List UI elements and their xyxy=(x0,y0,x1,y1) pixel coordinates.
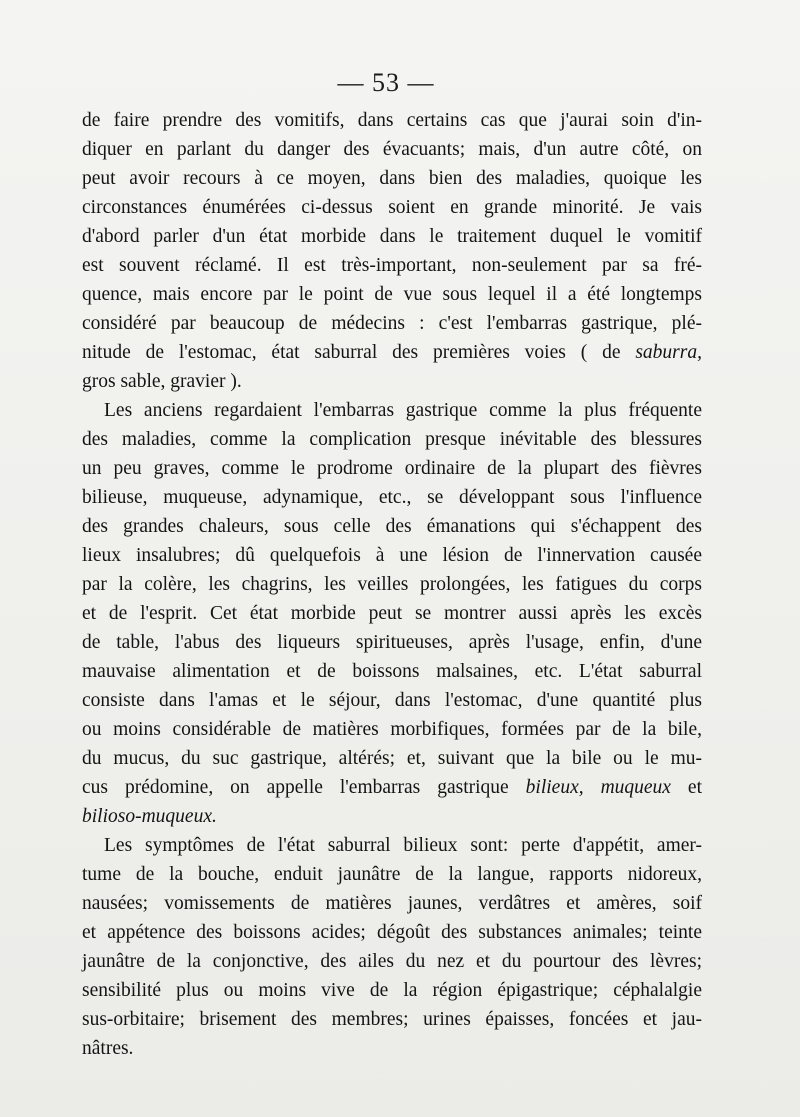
text-line: un peu graves, comme le prodrome ordinaire de la plupart des fièvres xyxy=(82,458,702,479)
text-line: lieux insalubres; dû quelquefois à une lésion de l'innervation causée xyxy=(82,545,702,566)
text-line: de faire prendre des vomitifs, dans certains cas que j'aurai soin d'in- xyxy=(82,110,702,131)
text-line: quence, mais encore par le point de vue sous lequel il a été longtemps xyxy=(82,284,702,305)
text-line: ou moins considérable de matières morbifiques, formées par de la bile, xyxy=(82,719,702,740)
text-line: d'abord parler d'un état morbide dans le traitement duquel le vomitif xyxy=(82,226,702,247)
text-line xyxy=(82,338,702,367)
text-line: Les symptômes de l'état saburral bilieux sont: perte d'appétit, amer- xyxy=(104,835,702,856)
text-line: nâtres. xyxy=(82,1038,134,1059)
italic-term: bilieux, muqueux xyxy=(525,777,671,798)
text-line: sus-orbitaire; brisement des membres; urines épaisses, foncées et jau- xyxy=(82,1009,702,1030)
text-line: considéré par beaucoup de médecins : c'est l'embarras gastrique, plé- xyxy=(82,313,702,334)
text-line: consiste dans l'amas et le séjour, dans l'estomac, d'une quantité plus xyxy=(82,690,702,711)
text-line xyxy=(82,802,702,831)
text-line: de table, l'abus des liqueurs spiritueuses, après l'usage, enfin, d'une xyxy=(82,632,702,653)
text-line xyxy=(82,773,702,802)
text-line: des maladies, comme la complication presque inévitable des blessures xyxy=(82,429,702,450)
text-line: diquer en parlant du danger des évacuants; mais, d'un autre côté, on xyxy=(82,139,702,160)
text-line: est souvent réclamé. Il est très-important, non-seulement par sa fré- xyxy=(82,255,702,276)
text-line: du mucus, du suc gastrique, altérés; et, suivant que la bile ou le mu- xyxy=(82,748,702,769)
text-segment: nitude de l'estomac, état saburral des premières voies ( de xyxy=(82,342,636,363)
text-line: gros sable, gravier ). xyxy=(82,371,242,392)
text-line: mauvaise alimentation et de boissons malsaines, etc. L'état saburral xyxy=(82,661,702,682)
text-line: bilieuse, muqueuse, adynamique, etc., se développant sous l'influence xyxy=(82,487,702,508)
text-line: tume de la bouche, enduit jaunâtre de la langue, rapports nidoreux, xyxy=(82,864,702,885)
text-line: et de l'esprit. Cet état morbide peut se montrer aussi après les excès xyxy=(82,603,702,624)
text-line: jaunâtre de la conjonctive, des ailes du nez et du pourtour des lèvres; xyxy=(82,951,702,972)
text-line: par la colère, les chagrins, les veilles prolongées, les fatigues du corps xyxy=(82,574,702,595)
text-line: sensibilité plus ou moins vive de la région épigastrique; céphalalgie xyxy=(82,980,702,1001)
body-text xyxy=(82,106,702,1063)
text-line: des grandes chaleurs, sous celle des émanations qui s'échappent des xyxy=(82,516,702,537)
text-line: et appétence des boissons acides; dégoût des substances animales; teinte xyxy=(82,922,702,943)
text-line: nausées; vomissements de matières jaunes, verdâtres et amères, soif xyxy=(82,893,702,914)
italic-term: bilioso-muqueux. xyxy=(82,806,217,827)
text-line: circonstances énumérées ci-dessus soient en grande minorité. Je vais xyxy=(82,197,702,218)
italic-term: saburra, xyxy=(635,342,702,363)
page-number: — 53 — xyxy=(337,68,435,97)
text-line: peut avoir recours à ce moyen, dans bien des maladies, quoique les xyxy=(82,168,702,189)
text-line: Les anciens regardaient l'embarras gastrique comme la plus fréquente xyxy=(104,400,702,421)
text-segment: et xyxy=(670,777,702,798)
text-segment: cus prédomine, on appelle l'embarras gastrique xyxy=(82,777,526,798)
